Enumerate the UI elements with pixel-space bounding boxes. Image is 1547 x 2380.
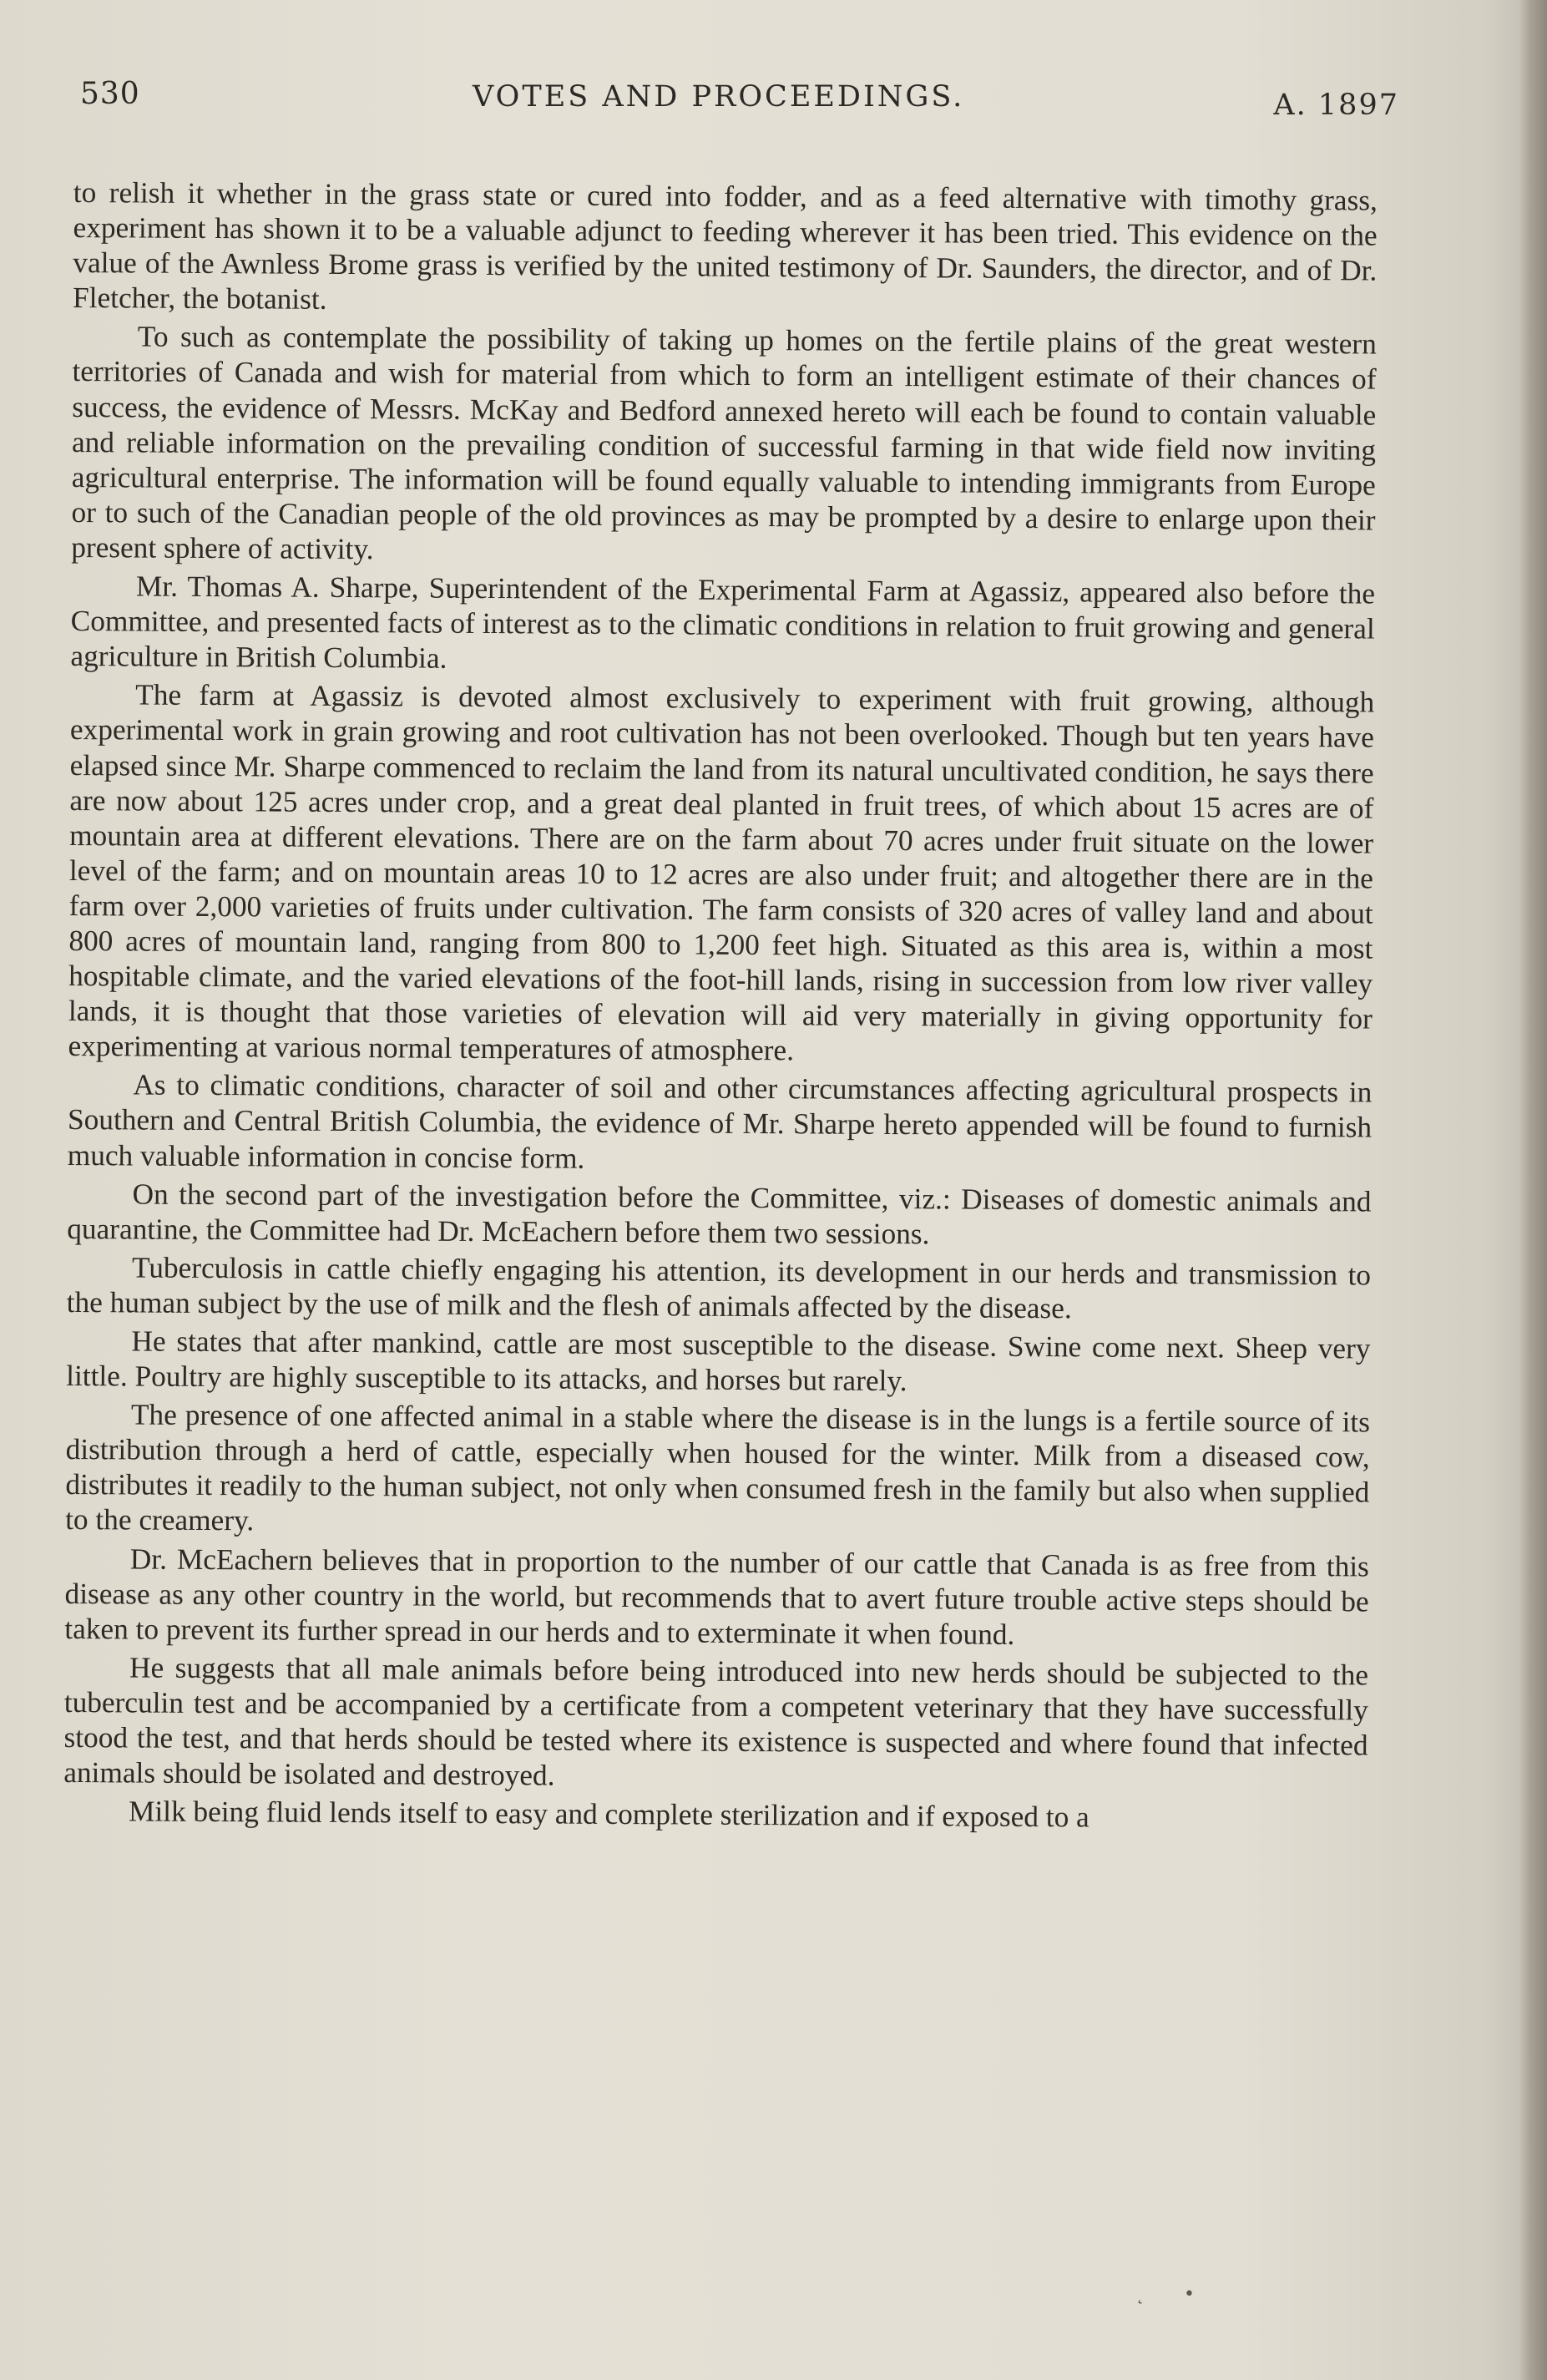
paragraph-stable-presence: The presence of one affected animal in a stable where the disease is in the lungs is a fertile source of its distribution through a herd of cattle, especially when housed for the winter. Milk from a diseased cow, distributes it readily to the human subject, not only when consumed fresh in the family but also when supplied to the creamery. [65, 1398, 1371, 1537]
body-text [63, 175, 1378, 1841]
paragraph-western-territories: To such as contemplate the possibility of taking up homes on the fertile plains of the great western territories of Canada and wish for material from which to form an intelligent estimate of their chances of success, the evidence of Messrs. McKay and Bedford annexed hereto will each be found to contain valuable and reliable information on the prevailing condition of successful farming in that wide field now inviting agricultural enterprise. The information will be found equally valuable to intending immigrants from Europe or to such of the Canadian people of the old provinces as may be prompted by a desire to enlarge upon their present sphere of activity. [71, 320, 1377, 566]
running-title: VOTES AND PROCEEDINGS. [473, 80, 965, 114]
book-gutter [1519, 0, 1547, 2380]
paragraph-agassiz-farm: The farm at Agassiz is devoted almost exclusively to experiment with fruit growing, although experimental work in grain growing and root cultivation has not been overlooked. Though but ten years have elapsed since Mr. Sharpe commenced to reclaim the land from its natural uncultivated condition, he says there are now about 125 acres under crop, and a great deal planted in fruit trees, of which about 15 acres are of mountain area at different elevations. There are on the farm about 70 acres under fruit situate on the lower level of the farm; and on mountain areas 10 to 12 acres are also under fruit; and altogether there are in the farm over 2,000 varieties of fruits under cultivation. The farm consists of 320 acres of valley land and about 800 acres of mountain land, ranging from 800 to 1,200 feet high. Situated as this area is, within a most hospitable climate, and the varied elevations of the foot-hill lands, rising in succession from low river valley lands, it is thought that those varieties of elevation will aid very materially in giving opportunity for experimenting at various normal temperatures of atmosphere. [68, 678, 1375, 1067]
session-year: A. 1897 [1273, 89, 1399, 122]
printer-mark: ˛ • [1135, 2284, 1211, 2305]
paragraph-continuation: to relish it whether in the grass state or cured into fodder, and as a feed alternative with timothy grass, experiment has shown it to be a valuable adjunct to feeding wherever it has been tried. This evidence on the value of the Awnless Brome grass is verified by the united testimony of Dr. Saunders, the director, and of Dr. Fletcher, the botanist. [72, 175, 1378, 316]
paragraph-tuberculin-test: He suggests that all male animals before being introduced into new herds should be subjected to the tuberculin test and be accompanied by a certificate from a competent veterinary that they have successfully stood the test, and that herds should be tested where its existence is suspected and where found that infected animals should be isolated and destroyed. [63, 1651, 1369, 1792]
page-number: 530 [80, 77, 140, 111]
paragraph-susceptibility: He states that after mankind, cattle are most susceptible to the disease. Swine come next. Sheep very little. Poultry are highly susceptible to its attacks, and horses but rarely. [66, 1324, 1371, 1398]
paragraph-canada-free: Dr. McEachern believes that in proportion to the number of our cattle that Canada is as free from this disease as any other country in the world, but recommends that to avert future trouble active steps should be taken to prevent its further spread in our herds and to exterminate it when found. [64, 1542, 1369, 1651]
paragraph-milk-sterilization: Milk being fluid lends itself to easy and complete sterilization and if exposed to a [128, 1795, 1089, 1834]
paragraph-climatic-conditions: As to climatic conditions, character of soil and other circumstances affecting agricultural prospects in Southern and Central British Columbia, the evidence of Mr. Sharpe hereto appended will be found to furnish much valuable information in concise form. [67, 1068, 1373, 1175]
paragraph-diseases-investigation: On the second part of the investigation before the Committee, viz.: Diseases of domestic animals and quarantine, the Committee had Dr. McEachern before them two sessions. [67, 1177, 1372, 1251]
page-header [80, 77, 1399, 135]
paragraph-tuberculosis: Tuberculosis in cattle chiefly engaging his attention, its development in our herds and transmission to the human subject by the use of milk and the flesh of animals affected by the disease. [66, 1251, 1372, 1325]
paragraph-sharpe-intro: Mr. Thomas A. Sharpe, Superintendent of the Experimental Farm at Agassiz, appeared also before the Committee, and presented facts of interest as to the climatic conditions in relation to fruit growing and general agriculture in British Columbia. [70, 570, 1376, 675]
